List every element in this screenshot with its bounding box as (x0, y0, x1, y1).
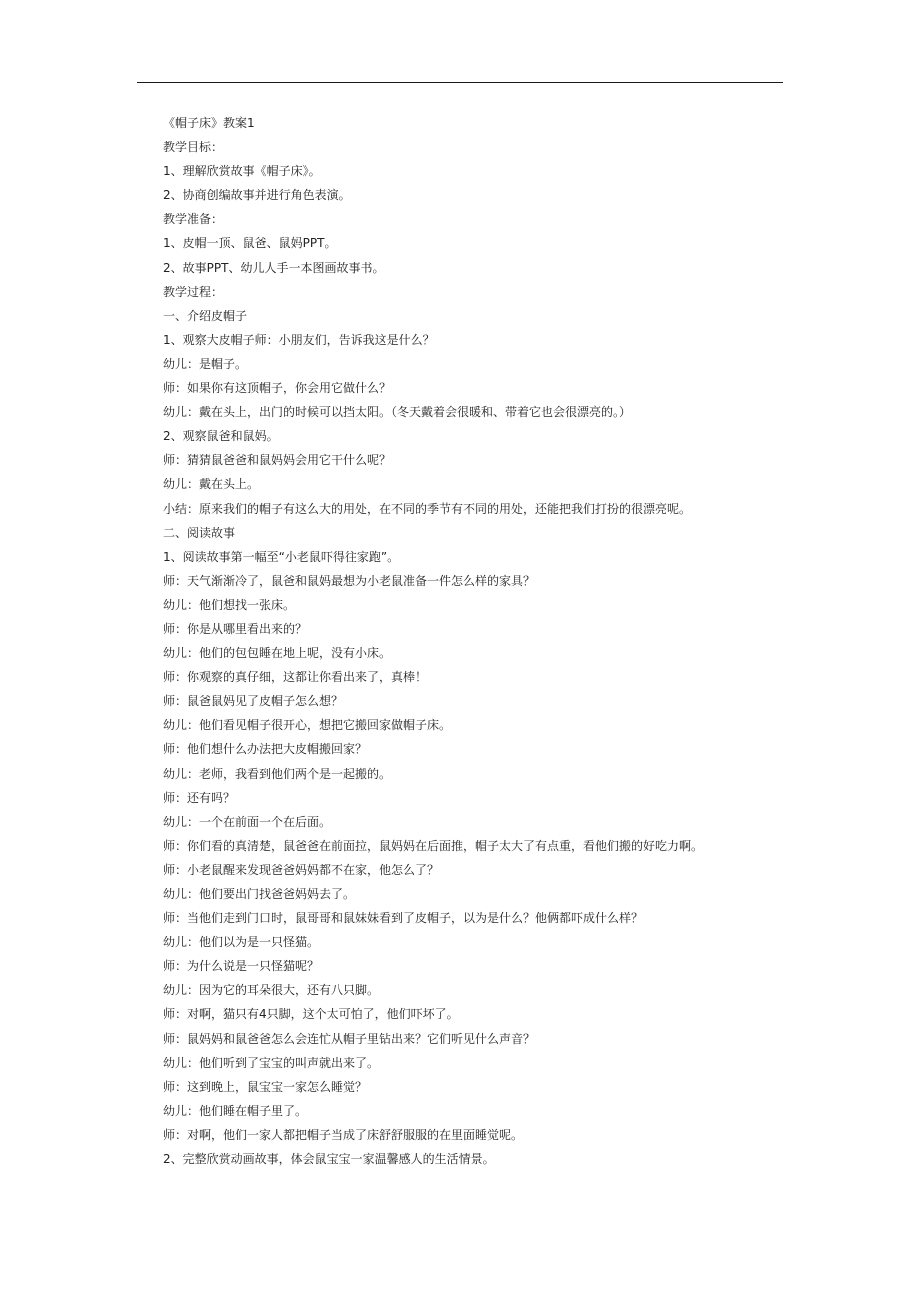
text-line: 教学准备： (163, 212, 224, 227)
text-line: 幼儿：戴在头上，出门的时候可以挡太阳。（冬天戴着会很暖和、带着它也会很漂亮的。） (163, 405, 632, 420)
text-line: 幼儿：老师，我看到他们两个是一起搬的。 (163, 766, 392, 781)
text-line: 师：这到晚上，鼠宝宝一家怎么睡觉？ (163, 1079, 368, 1094)
text-line: 幼儿：因为它的耳朵很大，还有八只脚。 (163, 983, 380, 998)
text-line: 2、故事PPT、幼儿人手一本图画故事书。 (163, 260, 385, 275)
text-line: 师：还有吗？ (163, 790, 236, 805)
text-line: 二、阅读故事 (163, 525, 236, 540)
text-line: 小结：原来我们的帽子有这么大的用处，在不同的季节有不同的用处，还能把我们打扮的很漂亮呢。 (163, 501, 692, 516)
text-line: 1、观察大皮帽子师：小朋友们，告诉我这是什么？ (163, 332, 435, 347)
text-line: 幼儿：他们想找一张床。 (163, 597, 296, 612)
text-line: 1、皮帽一顶、鼠爸、鼠妈PPT。 (163, 236, 337, 251)
text-line: 1、阅读故事第一幅至“小老鼠吓得往家跑”。 (163, 549, 400, 564)
text-line: 师：猜猜鼠爸爸和鼠妈妈会用它干什么呢？ (163, 453, 392, 468)
text-line: 幼儿：他们要出门找爸爸妈妈去了。 (163, 887, 356, 901)
text-line: 师：你们看的真清楚，鼠爸爸在前面拉，鼠妈妈在后面推，帽子太大了有点重，看他们搬的好吃力啊。 (163, 838, 704, 853)
text-line: 师：鼠爸鼠妈见了皮帽子怎么想？ (163, 694, 344, 709)
text-line: 师：为什么说是一只怪猫呢？ (163, 959, 320, 974)
text-line: 师：对啊，猫只有4只脚，这个太可怕了，他们吓坏了。 (163, 1007, 459, 1022)
text-line: 师：小老鼠醒来发现爸爸妈妈都不在家，他怎么了？ (163, 862, 440, 877)
header-rule (137, 82, 783, 83)
text-line: 教学目标： (163, 140, 224, 155)
text-line: 一、介绍皮帽子 (163, 308, 248, 323)
text-line: 幼儿：他们看见帽子很开心，想把它搬回家做帽子床。 (163, 718, 452, 733)
text-line: 幼儿：他们以为是一只怪猫。 (163, 935, 320, 950)
text-line: 教学过程： (163, 284, 224, 299)
text-line: 师：鼠妈妈和鼠爸爸怎么会连忙从帽子里钻出来？它们听见什么声音？ (163, 1031, 536, 1046)
text-line: 《帽子床》教案1 (163, 116, 255, 130)
document-body (163, 111, 763, 1171)
text-line: 幼儿：戴在头上。 (163, 477, 260, 492)
text-line: 幼儿：一个在前面一个在后面。 (163, 814, 332, 829)
text-line: 师：你观察的真仔细，这都让你看出来了，真棒！ (163, 670, 428, 685)
text-line: 2、观察鼠爸和鼠妈。 (163, 429, 279, 444)
text-line: 幼儿：他们的包包睡在地上呢，没有小床。 (163, 646, 392, 661)
text-line: 1、理解欣赏故事《帽子床》。 (163, 164, 321, 179)
text-line: 师：你是从哪里看出来的？ (163, 621, 308, 636)
text-line: 2、完整欣赏动画故事，体会鼠宝宝一家温馨感人的生活情景。 (163, 1152, 495, 1167)
text-line: 师：当他们走到门口时，鼠哥哥和鼠妹妹看到了皮帽子，以为是什么？他俩都吓成什么样？ (163, 911, 644, 926)
text-line: 幼儿：他们睡在帽子里了。 (163, 1103, 308, 1118)
text-line: 师：如果你有这顶帽子，你会用它做什么？ (163, 381, 392, 396)
text-line: 幼儿：他们听到了宝宝的叫声就出来了。 (163, 1055, 380, 1070)
text-line: 幼儿：是帽子。 (163, 356, 248, 371)
text-line: 2、协商创编故事并进行角色表演。 (163, 188, 351, 203)
text-line: 师：他们想什么办法把大皮帽搬回家？ (163, 742, 368, 757)
text-line: 师：天气渐渐冷了，鼠爸和鼠妈最想为小老鼠准备一件怎么样的家具？ (163, 573, 536, 588)
text-line: 师：对啊，他们一家人都把帽子当成了床舒舒服服的在里面睡觉呢。 (163, 1127, 524, 1142)
